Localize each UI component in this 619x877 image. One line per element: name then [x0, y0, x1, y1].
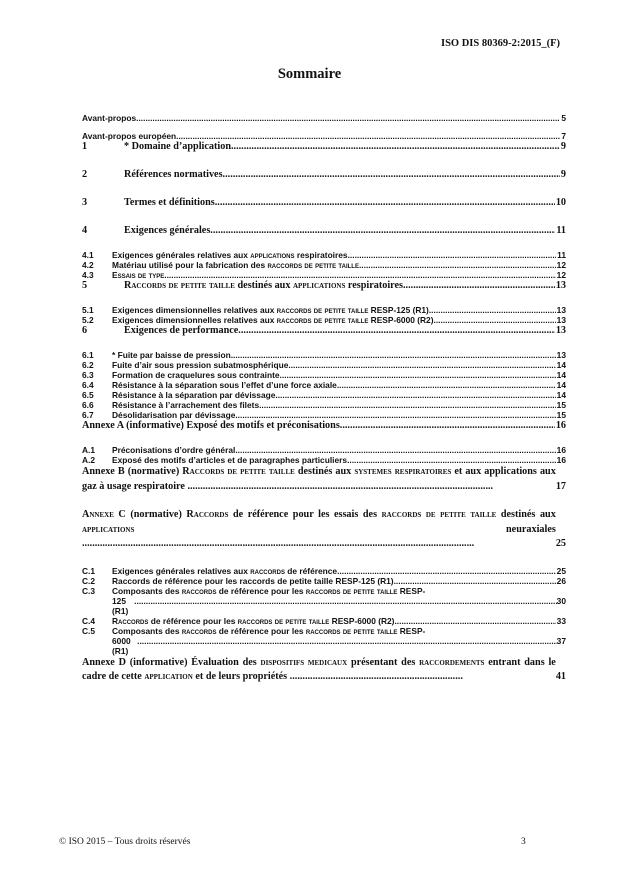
toc-entry-annexe-b[interactable]: Annexe B (normative) Raccords de petite taille destinés aux systemes respiratoires et aux applications aux gaz à usage respiratoire ........................................................................................................................ 17 — [82, 466, 566, 492]
toc-entry-5[interactable]: 5 Raccords de petite taille destinés aux applications respiratoires ..... 13 — [82, 280, 566, 291]
toc-entry-annexe-c[interactable]: Annexe C (normative) Raccords de référence pour les essais des raccords de petite taille destinés aux applications neuraxiales .......................................................................................................................................................... 25 — [82, 509, 566, 549]
toc-entry-avant-propos-europeen[interactable]: Avant-propos européen ..... 7 — [82, 131, 566, 141]
toc-entry-6-5[interactable]: 6.5 Résistance à la séparation par dévissage ..... 14 — [82, 390, 566, 400]
toc-entry-6-4[interactable]: 6.4 Résistance à la séparation sous l’effet d’une force axiale ..... 14 — [82, 380, 566, 390]
toc-entry-4[interactable]: 4 Exigences générales ..... 11 — [82, 225, 566, 236]
toc-entry-5-1[interactable]: 5.1 Exigences dimensionnelles relatives aux raccords de petite taille RESP-125 (R1) ..... 13 — [82, 305, 566, 315]
toc-entry-4-2[interactable]: 4.2 Matériau utilisé pour la fabrication des raccords de petite taille ..... 12 — [82, 260, 566, 270]
toc-entry-6[interactable]: 6 Exigences de performance ..... 13 — [82, 325, 566, 336]
toc-title: Sommaire — [277, 66, 342, 82]
toc-entry-4-1[interactable]: 4.1 Exigences générales relatives aux applications respiratoires ..... 11 — [82, 250, 566, 260]
toc-entry-annexe-a[interactable]: Annexe A (informative) Exposé des motifs et préconisations ..... 16 — [82, 420, 566, 431]
document-identifier: ISO DIS 80369-2:2015_(F) — [440, 38, 560, 49]
toc-entry-c-2[interactable]: C.2 Raccords de référence pour les raccords de petite taille RESP-125 (R1) ..... 26 — [82, 576, 566, 586]
toc-entry-a-2[interactable]: A.2 Exposé des motifs d’articles et de paragraphes particuliers ..... 16 — [82, 455, 566, 465]
toc-entry-a-1[interactable]: A.1 Préconisations d’ordre général ..... 16 — [82, 445, 566, 455]
toc-entry-4-3[interactable]: 4.3 Essais de type ..... 12 — [82, 270, 566, 280]
toc-entry-5-2[interactable]: 5.2 Exigences dimensionnelles relatives aux raccords de petite taille RESP-6000 (R2) ..... 13 — [82, 315, 566, 325]
toc-entry-c-3[interactable]: C.3 Composants des raccords de référence pour les raccords de petite taille RESP- 125 (R1) ..... 30 — [82, 586, 566, 616]
toc-entry-3[interactable]: 3 Termes et définitions ..... 10 — [82, 197, 566, 208]
toc-entry-6-2[interactable]: 6.2 Fuite d’air sous pression subatmosphérique ..... 14 — [82, 360, 566, 370]
footer-copyright: © ISO 2015 – Tous droits réservés — [59, 837, 191, 847]
toc-entry-avant-propos[interactable]: Avant-propos ..... 5 — [82, 113, 566, 123]
toc-entry-6-6[interactable]: 6.6 Résistance à l’arrachement des filets ..... 15 — [82, 400, 566, 410]
toc-entry-c-1[interactable]: C.1 Exigences générales relatives aux raccords de référence ..... 25 — [82, 566, 566, 576]
table-of-contents — [82, 110, 566, 685]
toc-entry-annexe-d[interactable]: Annexe D (informative) Évaluation des dispositifs medicaux présentant des raccordements entrant dans le cadre de cette application et de leurs propriétés .................................................................... 41 — [82, 656, 566, 682]
toc-entry-2[interactable]: 2 Références normatives ..... 9 — [82, 169, 566, 180]
toc-entry-1[interactable]: 1 * Domaine d’application ..... 9 — [82, 141, 566, 152]
toc-entry-c-5[interactable]: C.5 Composants des raccords de référence pour les raccords de petite taille RESP- 6000 (R1) ..... 37 — [82, 626, 566, 656]
footer-page-number: 3 — [521, 837, 526, 847]
toc-entry-6-1[interactable]: 6.1 * Fuite par baisse de pression ..... 13 — [82, 350, 566, 360]
toc-entry-6-7[interactable]: 6.7 Désolidarisation par dévissage ..... 15 — [82, 410, 566, 420]
toc-entry-6-3[interactable]: 6.3 Formation de craquelures sous contrainte ..... 14 — [82, 370, 566, 380]
toc-entry-c-4[interactable]: C.4 Raccords de référence pour les raccords de petite taille RESP-6000 (R2) ..... 33 — [82, 616, 566, 626]
